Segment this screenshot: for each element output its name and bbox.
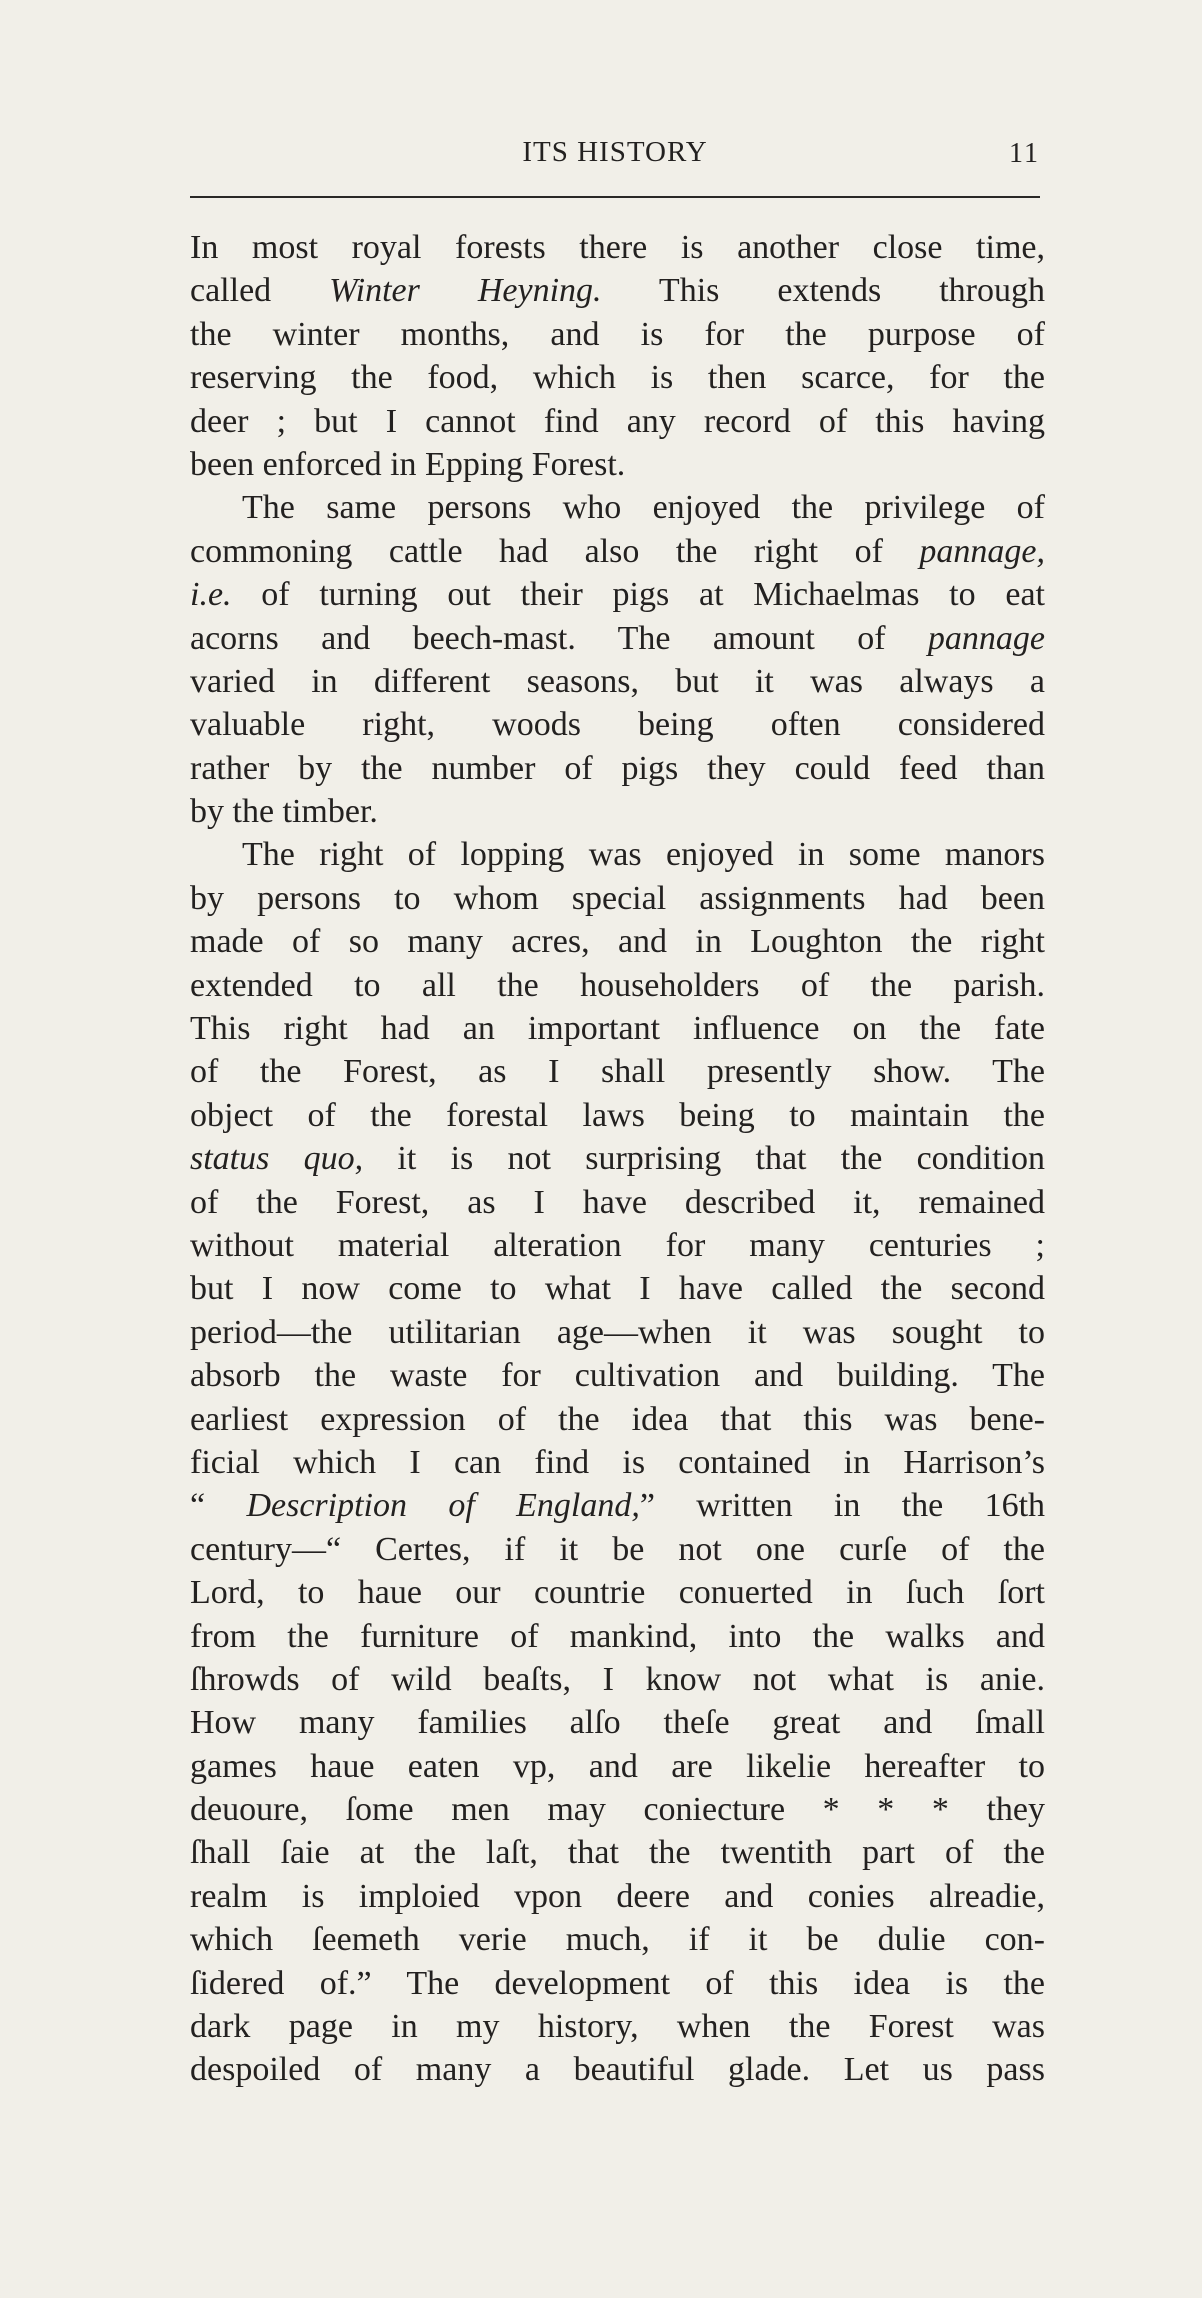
text-segment: acorns and beech-mast. The amount of — [190, 619, 928, 657]
text-segment: ” written in the 16th — [639, 1487, 1046, 1525]
text-line — [190, 1007, 1045, 1050]
text-segment: deer ; but I cannot find any record of this having — [190, 402, 1045, 440]
text-line — [190, 1918, 1045, 1961]
text-line — [190, 703, 1045, 746]
text-segment: extended to all the householders of the parish. — [190, 966, 1045, 1004]
text-line — [190, 1224, 1045, 1267]
text-segment: ficial which I can find is contained in Harrison’s — [190, 1443, 1045, 1481]
italic-text: i.e. — [190, 576, 232, 614]
text-line — [190, 1311, 1045, 1354]
text-segment: deuoure, ſome men may coniecture * * * they — [190, 1791, 1045, 1829]
text-segment: realm is imploied vpon deere and conies alreadie, — [190, 1877, 1045, 1915]
text-line — [190, 1441, 1045, 1484]
text-segment: called — [190, 272, 330, 310]
text-line — [190, 1050, 1045, 1093]
text-segment: of the Forest, as I have described it, remained — [190, 1183, 1045, 1221]
text-line — [190, 1181, 1045, 1224]
running-head — [190, 130, 1040, 182]
text-segment: How many families alſo theſe great and ſmall — [190, 1704, 1045, 1742]
text-line — [190, 1701, 1045, 1744]
text-line — [190, 1745, 1045, 1788]
text-segment: reserving the food, which is then scarce, for the — [190, 359, 1045, 397]
text-segment: In most royal forests there is another close time, — [190, 229, 1045, 266]
text-line — [190, 1571, 1045, 1614]
text-segment: This right had an important influence on the fate — [190, 1010, 1045, 1048]
text-segment: absorb the waste for cultivation and building. The — [190, 1357, 1045, 1395]
text-segment: without material alteration for many centuries ; — [190, 1226, 1045, 1264]
text-segment: made of so many acres, and in Loughton the right — [190, 923, 1045, 961]
text-segment: This extends through — [601, 272, 1046, 310]
text-line — [190, 2005, 1045, 2048]
italic-text: Description of England, — [246, 1487, 640, 1525]
text-line — [190, 920, 1045, 963]
text-line — [190, 1484, 1045, 1527]
text-segment: of the Forest, as I shall presently show. The — [190, 1053, 1045, 1091]
text-segment: period—the utilitarian age—when it was sought to — [190, 1313, 1045, 1351]
text-line — [190, 1137, 1045, 1180]
text-line — [190, 1831, 1045, 1874]
text-line — [190, 1788, 1045, 1831]
italic-text: pannage — [927, 619, 1045, 657]
text-segment: from the furniture of mankind, into the walks and — [190, 1617, 1045, 1655]
text-segment: object of the forestal laws being to maintain the — [190, 1096, 1045, 1134]
text-segment: despoiled of many a beautiful glade. Let us pass — [190, 2051, 1045, 2089]
text-line — [190, 964, 1045, 1007]
page-number: 11 — [1009, 138, 1040, 169]
text-line — [190, 1875, 1045, 1918]
text-line — [190, 443, 1045, 486]
text-segment: of turning out their pigs at Michaelmas to eat — [231, 576, 1045, 614]
text-segment: varied in different seasons, but it was always a — [190, 662, 1045, 700]
text-line — [190, 486, 1045, 529]
text-segment: The same persons who enjoyed the privilege of — [242, 489, 1045, 527]
text-segment: rather by the number of pigs they could feed than — [190, 749, 1045, 787]
italic-text: status quo, — [190, 1140, 364, 1178]
text-segment: games haue eaten vp, and are likelie hereafter to — [190, 1747, 1045, 1785]
text-line — [190, 1398, 1045, 1441]
text-segment: “ — [190, 1487, 247, 1525]
text-line — [190, 573, 1045, 616]
text-segment: commoning cattle had also the right of — [190, 532, 920, 570]
text-segment: but I now come to what I have called the second — [190, 1270, 1045, 1308]
text-segment: century—“ Certes, if it be not one curſe of the — [190, 1530, 1045, 1568]
text-segment: which ſeemeth verie much, if it be dulie con- — [190, 1921, 1045, 1959]
text-segment: the winter months, and is for the purpose of — [190, 315, 1045, 353]
text-line — [190, 747, 1045, 790]
header-rule — [190, 196, 1040, 198]
text-line — [190, 226, 1045, 269]
text-segment: ſidered of.” The development of this idea is the — [190, 1964, 1045, 2002]
text-segment: Lord, to haue our countrie conuerted in ſuch ſort — [190, 1574, 1045, 1612]
text-line — [190, 1962, 1045, 2005]
text-line — [190, 1094, 1045, 1137]
text-segment: been enforced in Epping Forest. — [190, 445, 626, 483]
text-line — [190, 530, 1045, 573]
text-line — [190, 833, 1045, 876]
text-line — [190, 1528, 1045, 1571]
italic-text: pannage, — [919, 532, 1045, 570]
text-line — [190, 1354, 1045, 1397]
text-line — [190, 269, 1045, 312]
text-line — [190, 313, 1045, 356]
text-segment: it is not surprising that the condition — [363, 1140, 1046, 1178]
text-segment: The right of lopping was enjoyed in some manors — [242, 836, 1045, 874]
text-segment: by the timber. — [190, 793, 378, 831]
text-segment: valuable right, woods being often considered — [190, 706, 1045, 744]
text-line — [190, 877, 1045, 920]
text-segment: ſhrowds of wild beaſts, I know not what is anie. — [190, 1660, 1045, 1698]
text-line — [190, 617, 1045, 660]
text-segment: ſhall ſaie at the laſt, that the twentith part of the — [190, 1834, 1045, 1872]
text-segment: earliest expression of the idea that this was bene- — [190, 1400, 1045, 1438]
body-text — [190, 226, 1045, 2092]
italic-text: Winter Heyning. — [329, 272, 602, 310]
text-line — [190, 1267, 1045, 1310]
text-line — [190, 660, 1045, 703]
running-title: ITS HISTORY — [522, 136, 708, 168]
text-line — [190, 1658, 1045, 1701]
text-segment: dark page in my history, when the Forest was — [190, 2008, 1045, 2046]
text-line — [190, 356, 1045, 399]
text-line — [190, 400, 1045, 443]
text-line — [190, 790, 1045, 833]
text-line — [190, 2048, 1045, 2091]
text-line — [190, 1615, 1045, 1658]
text-segment: by persons to whom special assignments had been — [190, 879, 1045, 917]
